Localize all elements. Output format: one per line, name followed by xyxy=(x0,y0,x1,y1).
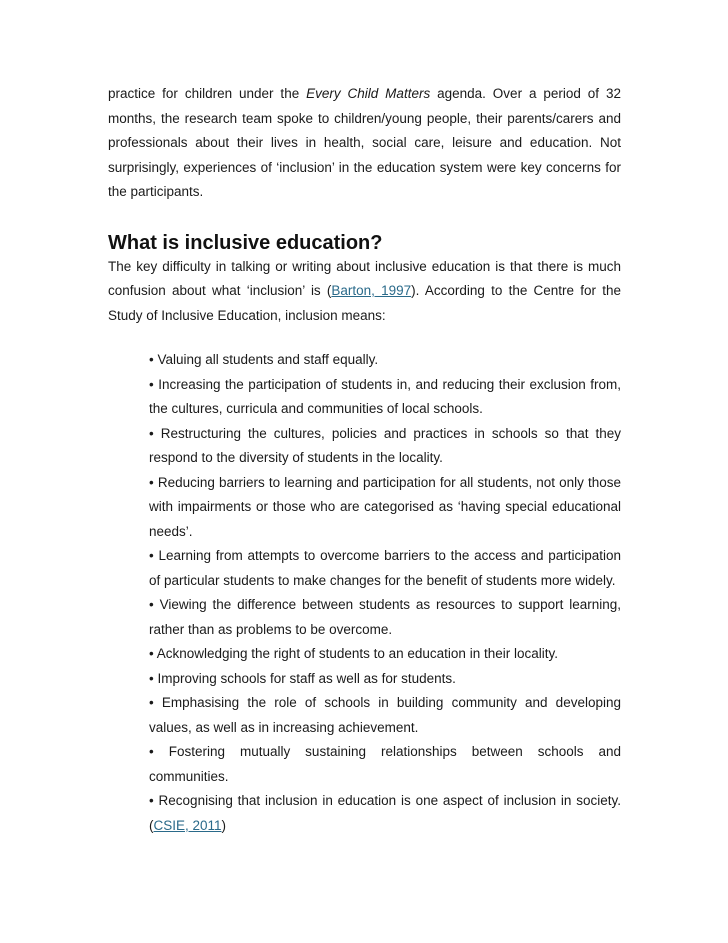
csie-citation-link[interactable]: CSIE, 2011 xyxy=(153,817,222,833)
last-bullet-text: • Recognising that inclusion in education is one aspect of inclusion in society. ( xyxy=(149,793,621,833)
barton-citation-link[interactable]: Barton, 1997 xyxy=(331,283,412,298)
intro-text-end: agenda. Over a period of 32 months, the research team spoke to children/young people, their parents/carers and professionals about their lives in health, social care, leisure and education. Not surprisingly, experiences of ‘inclusion’ in the education system were key concerns for the participants. xyxy=(108,86,621,199)
section-heading: What is inclusive education? xyxy=(108,231,383,254)
bullet-item: • Reducing barriers to learning and participation for all students, not only those with impairments or those who are categorised as ‘having special educational needs’. xyxy=(149,474,621,539)
bullet-item: • Acknowledging the right of students to an education in their locality. xyxy=(149,646,558,661)
section-text-end: ). According to the Centre for the Study of Inclusive Education, inclusion means: xyxy=(108,283,621,323)
bullet-item: • Valuing all students and staff equally. xyxy=(149,352,379,367)
section-text-start: The key difficulty in talking or writing about inclusive education is that there is much confusion about what ‘inclusion’ is ( xyxy=(108,258,621,298)
last-bullet-close: ) xyxy=(221,817,227,833)
inclusion-bullet-list xyxy=(149,348,621,838)
section-paragraph xyxy=(108,255,621,329)
bullet-item: • Learning from attempts to overcome barriers to the access and participation of particular students to make changes for the benefit of students more widely. xyxy=(149,548,621,588)
document-page xyxy=(108,82,621,838)
every-child-matters-title: Every Child Matters xyxy=(306,86,431,101)
intro-paragraph xyxy=(108,82,621,205)
bullet-item: • Emphasising the role of schools in building community and developing values, as well as in increasing achievement. xyxy=(149,695,621,735)
bullet-item: • Fostering mutually sustaining relationships between schools and communities. xyxy=(149,744,621,784)
bullet-item: • Viewing the difference between students as resources to support learning, rather than as problems to be overcome. xyxy=(149,597,621,637)
bullet-item: • Increasing the participation of students in, and reducing their exclusion from, the cultures, curricula and communities of local schools. xyxy=(149,376,621,416)
intro-text-start: practice for children under the xyxy=(108,86,307,101)
bullet-item: • Restructuring the cultures, policies and practices in schools so that they respond to the diversity of students in the locality. xyxy=(149,425,621,465)
bullet-item: • Improving schools for staff as well as for students. xyxy=(149,670,456,686)
bullet-item-last xyxy=(149,789,621,838)
